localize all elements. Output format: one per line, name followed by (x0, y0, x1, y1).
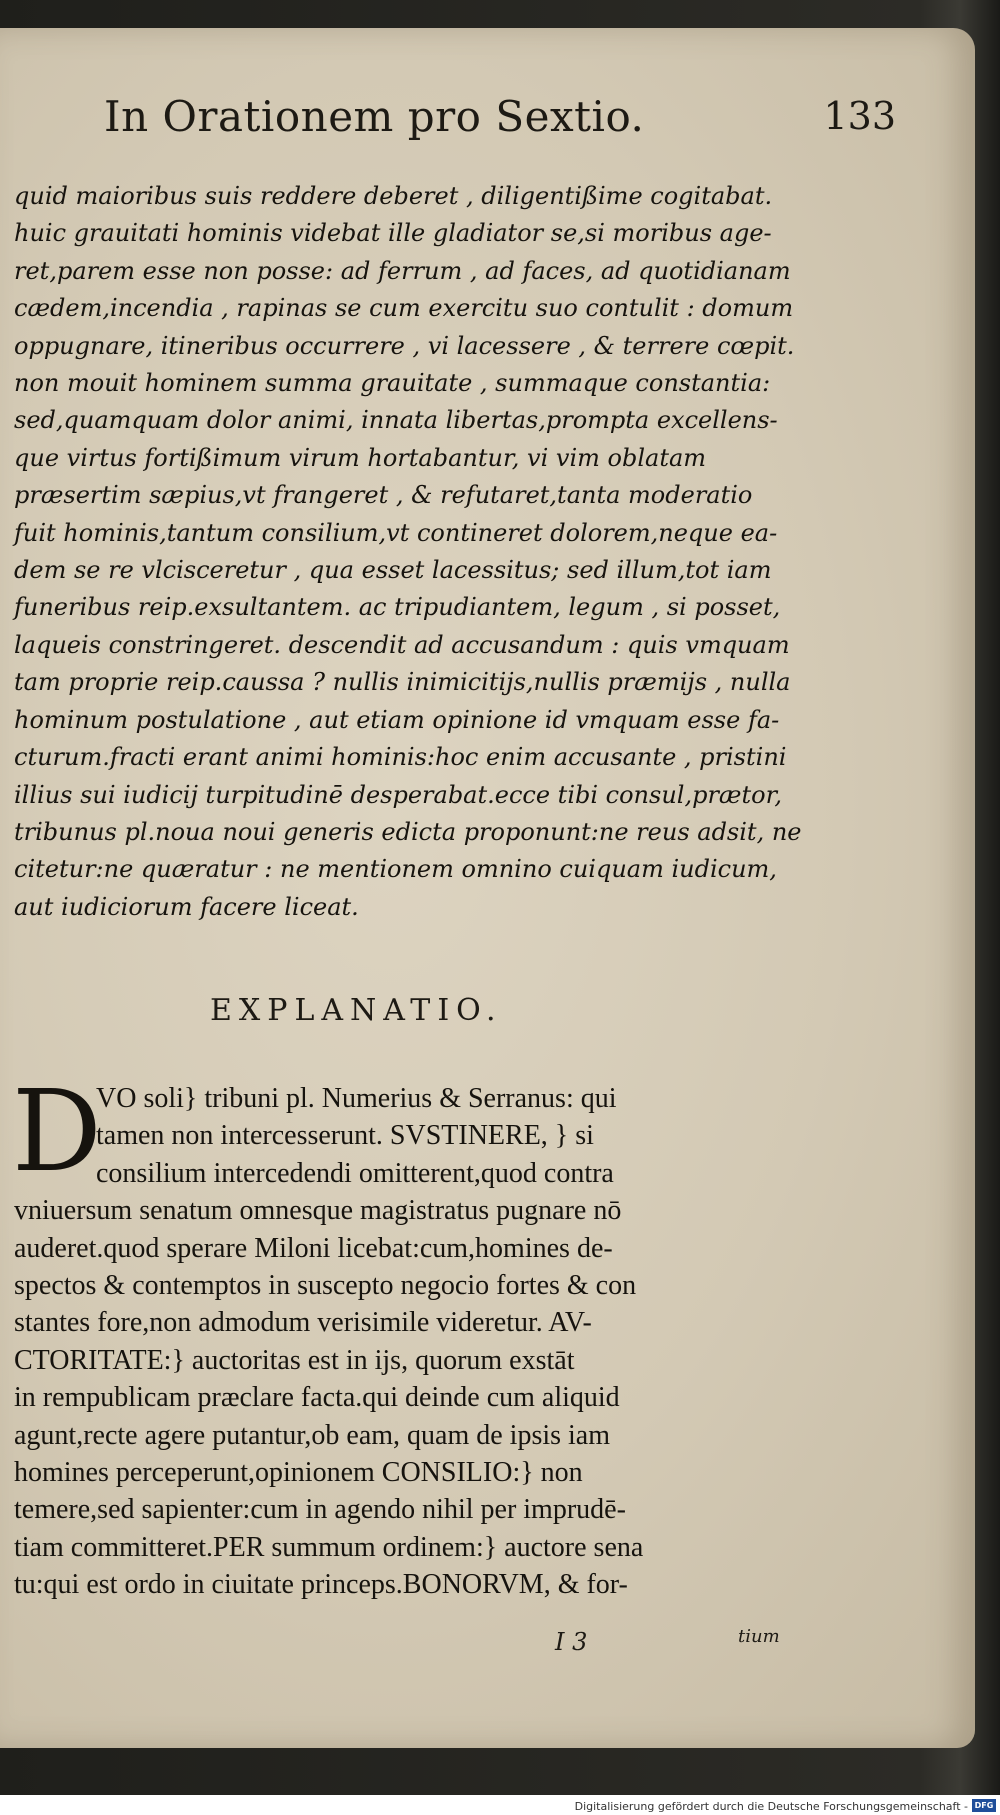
book-page (0, 28, 975, 1748)
signature-mark: I 3 (555, 1628, 588, 1656)
quote-line: quid maioribus suis reddere deberet , diligentißime cogitabat. (14, 182, 773, 210)
quote-line: cædem,incendia , rapinas se cum exercitu suo contulit : domum (14, 294, 794, 323)
commentary-line: in rempublicam præclare facta.qui deinde cum aliquid (14, 1382, 620, 1414)
commentary-line: tiam committeret.PER summum ordinem:} auctore sena (14, 1531, 644, 1563)
quote-line: aut iudiciorum facere liceat. (14, 892, 359, 921)
quote-line: oppugnare, itineribus occurrere , vi lacessere , & terrere cœpit. (14, 331, 795, 360)
oration-quote (14, 178, 814, 926)
quote-line: fuit hominis,tantum consilium,vt contineret dolorem,neque ea- (14, 518, 778, 547)
commentary-line: tu:qui est ordo in ciuitate princeps.BONORVM, & for- (14, 1569, 628, 1601)
commentary-line: spectos & contemptos in suscepto negocio fortes & con (14, 1270, 637, 1302)
commentary-text (14, 1080, 814, 1604)
page-number: 133 (823, 94, 896, 138)
quote-line: ret,parem esse non posse: ad ferrum , ad faces, ad quotidianam (14, 256, 791, 285)
commentary-line: vniuersum senatum omnesque magistratus pugnare nō (14, 1195, 622, 1227)
commentary-line: agunt,recte agere putantur,ob eam, quam de ipsis iam (14, 1419, 610, 1451)
commentary-line: tamen non intercesserunt. SVSTINERE, } si (96, 1120, 594, 1152)
catchword: tium (738, 1626, 780, 1647)
quote-line: illius sui iudicij turpitudinē desperabat.ecce tibi consul,prætor, (14, 780, 783, 809)
dfg-logo-icon: DFG (972, 1799, 996, 1812)
quote-line: laqueis constringeret. descendit ad accusandum : quis vmquam (14, 630, 790, 659)
quote-line: non mouit hominem summa grauitate , summaque constantia: (14, 369, 771, 398)
quote-line: tam proprie reip.caussa ? nullis inimicitijs,nullis præmijs , nulla (14, 668, 791, 697)
quote-line: cturum.fracti erant animi hominis:hoc enim accusante , pristini (14, 743, 787, 772)
quote-line: tribunus pl.noua noui generis edicta proponunt:ne reus adsit, ne (14, 817, 802, 846)
quote-line: præsertim sæpius,vt frangeret , & refutaret,tanta moderatio (14, 481, 753, 510)
quote-line: huic grauitati hominis videbat ille gladiator se,si moribus age- (14, 219, 772, 248)
drop-cap: D (12, 1067, 102, 1197)
commentary-line: consilium intercedendi omitterent,quod contra (96, 1157, 614, 1189)
commentary-line: VO soli} tribuni pl. Numerius & Serranus: qui (96, 1083, 617, 1114)
running-head: In Orationem pro Sextio. (104, 92, 645, 141)
quote-line: que virtus fortißimum virum hortabantur, vi vim oblatam (14, 443, 707, 472)
commentary-line: stantes fore,non admodum verisimile videretur. AV- (14, 1307, 592, 1339)
quote-line: dem se re vlcisceretur , qua esset lacessitus; sed illum,tot iam (14, 556, 772, 585)
digitization-footer (0, 1795, 1000, 1815)
quote-line: sed,quamquam dolor animi, innata libertas,prompta excellens- (14, 406, 778, 435)
page-header (100, 92, 896, 152)
section-title: EXPLANATIO. (210, 993, 503, 1028)
commentary-line: temere,sed sapienter:cum in agendo nihil per imprudē- (14, 1494, 626, 1526)
commentary-line: auderet.quod sperare Miloni licebat:cum,homines de- (14, 1232, 613, 1264)
quote-line: hominum postulatione , aut etiam opinione id vmquam esse fa- (14, 705, 780, 734)
footer-credit: Digitalisierung gefördert durch die Deutsche Forschungsgemeinschaft - (574, 1800, 968, 1813)
commentary-line: CTORITATE:} auctoritas est in ijs, quorum exstāt (14, 1344, 575, 1376)
commentary-line: homines perceperunt,opinionem CONSILIO:} non (14, 1457, 583, 1489)
quote-line: citetur:ne quæratur : ne mentionem omnino cuiquam iudicum, (14, 855, 777, 884)
quote-line: funeribus reip.exsultantem. ac tripudiantem, legum , si posset, (14, 593, 781, 622)
